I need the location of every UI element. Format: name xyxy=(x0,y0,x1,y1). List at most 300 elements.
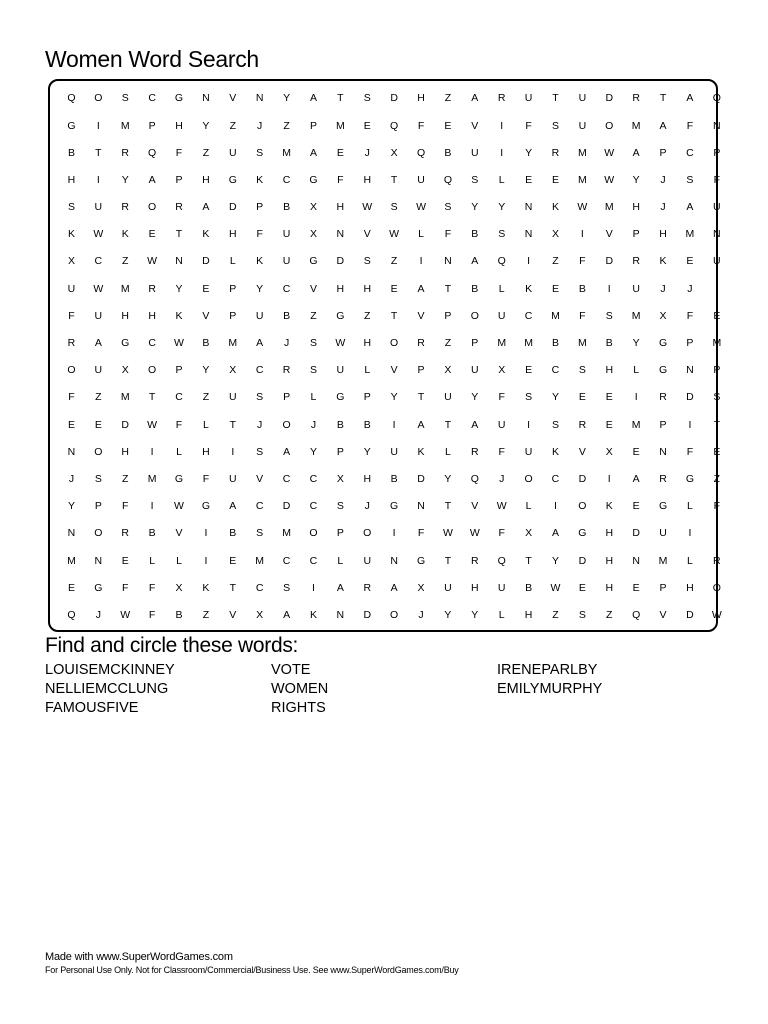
grid-letter[interactable]: Z xyxy=(364,309,371,322)
grid-letter[interactable]: Q xyxy=(390,119,399,132)
grid-letter[interactable]: Y xyxy=(283,92,291,105)
grid-letter[interactable]: E xyxy=(578,581,586,594)
grid-letter[interactable]: X xyxy=(67,255,75,268)
grid-letter[interactable]: V xyxy=(605,228,613,241)
grid-letter[interactable]: E xyxy=(121,554,129,567)
grid-letter[interactable]: U xyxy=(255,309,264,322)
grid-letter[interactable]: D xyxy=(121,418,130,431)
grid-letter[interactable]: V xyxy=(363,228,371,241)
grid-letter[interactable]: Z xyxy=(122,472,129,485)
grid-letter[interactable]: N xyxy=(659,445,667,458)
grid-letter[interactable]: F xyxy=(686,309,694,322)
grid-letter[interactable]: P xyxy=(256,201,264,214)
grid-letter[interactable]: U xyxy=(228,472,237,485)
grid-letter[interactable]: F xyxy=(175,146,183,159)
grid-letter[interactable]: O xyxy=(363,527,372,540)
grid-letter[interactable]: U xyxy=(524,92,533,105)
grid-letter[interactable]: J xyxy=(499,472,505,485)
grid-letter[interactable]: S xyxy=(713,391,721,404)
grid-letter[interactable]: U xyxy=(713,201,721,214)
grid-letter[interactable]: F xyxy=(68,309,75,322)
grid-letter[interactable]: D xyxy=(686,608,694,621)
grid-letter[interactable]: V xyxy=(471,500,479,513)
grid-letter[interactable]: W xyxy=(362,201,373,214)
grid-letter[interactable]: R xyxy=(713,554,721,567)
grid-letter[interactable]: T xyxy=(444,418,452,431)
grid-letter[interactable]: U xyxy=(497,581,506,594)
grid-letter[interactable]: U xyxy=(228,146,237,159)
grid-letter[interactable]: M xyxy=(577,337,587,350)
grid-letter[interactable]: D xyxy=(417,472,425,485)
grid-letter[interactable]: I xyxy=(607,282,611,295)
grid-letter[interactable]: H xyxy=(228,228,237,241)
grid-letter[interactable]: B xyxy=(578,282,586,295)
grid-letter[interactable]: V xyxy=(229,608,237,621)
grid-letter[interactable]: I xyxy=(150,445,154,458)
grid-letter[interactable]: W xyxy=(389,228,400,241)
grid-letter[interactable]: L xyxy=(525,500,532,513)
grid-letter[interactable]: M xyxy=(577,146,587,159)
grid-letter[interactable]: F xyxy=(498,445,505,458)
grid-letter[interactable]: X xyxy=(417,581,425,594)
grid-letter[interactable]: S xyxy=(256,146,264,159)
grid-letter[interactable]: I xyxy=(554,500,557,513)
grid-letter[interactable]: A xyxy=(551,527,559,540)
grid-letter[interactable]: D xyxy=(202,255,210,268)
grid-letter[interactable]: C xyxy=(148,92,156,105)
grid-letter[interactable]: S xyxy=(605,309,613,322)
grid-letter[interactable]: S xyxy=(256,527,264,540)
grid-letter[interactable]: I xyxy=(500,146,504,159)
grid-letter[interactable]: T xyxy=(175,228,183,241)
grid-letter[interactable]: H xyxy=(121,309,130,322)
grid-letter[interactable]: P xyxy=(229,282,237,295)
grid-letter[interactable]: Q xyxy=(497,554,506,567)
grid-letter[interactable]: H xyxy=(336,201,345,214)
grid-letter[interactable]: A xyxy=(229,500,237,513)
grid-letter[interactable]: F xyxy=(148,581,156,594)
grid-letter[interactable]: K xyxy=(202,228,210,241)
grid-letter[interactable]: S xyxy=(363,92,371,105)
grid-letter[interactable]: P xyxy=(283,391,291,404)
grid-letter[interactable]: M xyxy=(120,391,130,404)
grid-letter[interactable]: M xyxy=(631,119,641,132)
grid-letter[interactable]: T xyxy=(229,581,236,594)
grid-letter[interactable]: T xyxy=(713,418,721,431)
grid-letter[interactable]: J xyxy=(257,418,263,431)
grid-letter[interactable]: F xyxy=(713,500,721,513)
grid-letter[interactable]: D xyxy=(282,500,291,513)
grid-letter[interactable]: P xyxy=(444,309,452,322)
grid-letter[interactable]: R xyxy=(121,201,130,214)
grid-letter[interactable]: B xyxy=(336,418,344,431)
grid-letter[interactable]: N xyxy=(524,201,533,214)
grid-letter[interactable]: I xyxy=(607,472,611,485)
grid-letter[interactable]: V xyxy=(309,282,317,295)
grid-letter[interactable]: W xyxy=(147,255,158,268)
grid-letter[interactable]: Q xyxy=(148,146,157,159)
grid-letter[interactable]: A xyxy=(202,201,210,214)
grid-letter[interactable]: S xyxy=(121,92,129,105)
grid-letter[interactable]: C xyxy=(551,472,560,485)
grid-letter[interactable]: H xyxy=(363,173,372,186)
grid-letter[interactable]: Y xyxy=(551,391,559,404)
grid-letter[interactable]: E xyxy=(148,228,156,241)
grid-letter[interactable]: T xyxy=(525,554,532,567)
grid-letter[interactable]: Y xyxy=(363,445,371,458)
grid-letter[interactable]: A xyxy=(632,472,640,485)
grid-letter[interactable]: P xyxy=(336,445,344,458)
grid-letter[interactable]: A xyxy=(659,119,667,132)
grid-letter[interactable]: X xyxy=(659,309,667,322)
grid-letter[interactable]: R xyxy=(121,527,130,540)
grid-letter[interactable]: N xyxy=(632,554,640,567)
grid-letter[interactable]: M xyxy=(120,119,130,132)
grid-letter[interactable]: W xyxy=(147,418,158,431)
grid-letter[interactable]: L xyxy=(149,554,156,567)
grid-letter[interactable]: H xyxy=(121,445,130,458)
grid-letter[interactable]: U xyxy=(390,445,398,458)
grid-letter[interactable]: O xyxy=(94,445,103,458)
grid-letter[interactable]: K xyxy=(605,500,613,513)
grid-letter[interactable]: H xyxy=(363,282,372,295)
grid-letter[interactable]: N xyxy=(336,228,345,241)
grid-letter[interactable]: A xyxy=(390,581,398,594)
grid-letter[interactable]: I xyxy=(392,418,396,431)
grid-letter[interactable]: N xyxy=(202,92,210,105)
grid-letter[interactable]: B xyxy=(148,527,156,540)
grid-letter[interactable]: M xyxy=(228,337,238,350)
grid-letter[interactable]: D xyxy=(605,255,614,268)
grid-letter[interactable]: T xyxy=(229,418,236,431)
grid-letter[interactable]: T xyxy=(95,146,102,159)
grid-letter[interactable]: I xyxy=(715,527,719,540)
grid-letter[interactable]: A xyxy=(148,173,156,186)
grid-letter[interactable]: T xyxy=(444,500,452,513)
grid-letter[interactable]: I xyxy=(688,418,692,431)
grid-letter[interactable]: B xyxy=(229,527,237,540)
grid-letter[interactable]: C xyxy=(309,472,318,485)
grid-letter[interactable]: E xyxy=(632,581,640,594)
grid-letter[interactable]: R xyxy=(67,337,76,350)
grid-letter[interactable]: U xyxy=(578,119,587,132)
grid-letter[interactable]: E xyxy=(632,500,640,513)
grid-letter[interactable]: I xyxy=(527,255,531,268)
grid-letter[interactable]: R xyxy=(148,282,156,295)
grid-letter[interactable]: V xyxy=(578,445,586,458)
grid-letter[interactable]: L xyxy=(202,418,209,431)
grid-letter[interactable]: H xyxy=(659,228,667,241)
grid-letter[interactable]: V xyxy=(256,472,264,485)
grid-letter[interactable]: N xyxy=(524,228,533,241)
grid-letter[interactable]: E xyxy=(551,173,559,186)
grid-letter[interactable]: Q xyxy=(443,173,452,186)
grid-letter[interactable]: Y xyxy=(67,500,75,513)
grid-letter[interactable]: U xyxy=(524,445,533,458)
grid-letter[interactable]: E xyxy=(67,418,75,431)
grid-letter[interactable]: G xyxy=(309,255,318,268)
grid-letter[interactable]: N xyxy=(175,255,183,268)
grid-letter[interactable]: X xyxy=(551,228,559,241)
grid-letter[interactable]: E xyxy=(686,255,694,268)
grid-letter[interactable]: S xyxy=(256,445,264,458)
grid-letter[interactable]: O xyxy=(470,309,479,322)
grid-letter[interactable]: R xyxy=(471,445,479,458)
grid-letter[interactable]: O xyxy=(94,92,103,105)
grid-letter[interactable]: G xyxy=(658,500,668,513)
grid-letter[interactable]: P xyxy=(471,337,479,350)
grid-letter[interactable]: V xyxy=(659,608,667,621)
grid-letter[interactable]: F xyxy=(686,445,694,458)
grid-letter[interactable]: C xyxy=(551,364,560,377)
grid-letter[interactable]: P xyxy=(417,364,425,377)
grid-letter[interactable]: M xyxy=(631,309,641,322)
grid-letter[interactable]: Z xyxy=(390,255,398,268)
grid-letter[interactable]: M xyxy=(712,337,722,350)
grid-letter[interactable]: O xyxy=(712,581,721,594)
grid-letter[interactable]: Y xyxy=(632,337,640,350)
grid-letter[interactable]: E xyxy=(713,309,721,322)
grid-letter[interactable]: R xyxy=(659,391,667,404)
grid-letter[interactable]: G xyxy=(336,391,345,404)
grid-letter[interactable]: I xyxy=(150,500,154,513)
grid-letter[interactable]: D xyxy=(578,554,587,567)
grid-letter[interactable]: Z xyxy=(202,391,210,404)
grid-letter[interactable]: Z xyxy=(606,608,613,621)
grid-letter[interactable]: D xyxy=(390,92,398,105)
grid-letter[interactable]: B xyxy=(444,146,452,159)
grid-letter[interactable]: Q xyxy=(632,608,641,621)
grid-letter[interactable]: K xyxy=(309,608,317,621)
grid-letter[interactable]: E xyxy=(525,364,533,377)
grid-letter[interactable]: B xyxy=(471,282,479,295)
grid-letter[interactable]: W xyxy=(604,146,615,159)
grid-letter[interactable]: U xyxy=(94,309,103,322)
grid-letter[interactable]: C xyxy=(309,554,318,567)
grid-letter[interactable]: P xyxy=(229,309,237,322)
grid-letter[interactable]: Y xyxy=(551,554,559,567)
grid-letter[interactable]: M xyxy=(685,228,695,241)
grid-letter[interactable]: S xyxy=(256,391,264,404)
grid-letter[interactable]: R xyxy=(471,554,479,567)
grid-letter[interactable]: G xyxy=(67,119,76,132)
grid-letter[interactable]: N xyxy=(336,608,345,621)
grid-letter[interactable]: S xyxy=(283,581,291,594)
grid-letter[interactable]: H xyxy=(605,364,614,377)
grid-letter[interactable]: A xyxy=(283,608,291,621)
grid-letter[interactable]: Z xyxy=(713,472,721,485)
grid-letter[interactable]: F xyxy=(498,527,505,540)
grid-letter[interactable]: T xyxy=(552,92,559,105)
grid-letter[interactable]: H xyxy=(67,173,76,186)
grid-letter[interactable]: Z xyxy=(444,92,452,105)
grid-letter[interactable]: N xyxy=(713,228,721,241)
grid-letter[interactable]: K xyxy=(121,228,129,241)
grid-letter[interactable]: R xyxy=(121,146,130,159)
grid-letter[interactable]: E xyxy=(578,391,586,404)
grid-letter[interactable]: X xyxy=(309,228,317,241)
grid-letter[interactable]: K xyxy=(417,445,425,458)
grid-letter[interactable]: S xyxy=(578,608,586,621)
grid-letter[interactable]: O xyxy=(67,364,76,377)
grid-letter[interactable]: C xyxy=(282,554,291,567)
grid-letter[interactable]: S xyxy=(498,228,506,241)
grid-letter[interactable]: X xyxy=(309,201,317,214)
grid-letter[interactable]: F xyxy=(686,119,694,132)
grid-letter[interactable]: K xyxy=(551,201,559,214)
grid-letter[interactable]: F xyxy=(713,173,721,186)
grid-letter[interactable]: E xyxy=(390,282,398,295)
grid-letter[interactable]: U xyxy=(228,391,237,404)
grid-letter[interactable]: P xyxy=(659,146,667,159)
grid-letter[interactable]: J xyxy=(687,282,693,295)
grid-letter[interactable]: T xyxy=(390,309,398,322)
grid-letter[interactable]: A xyxy=(686,201,694,214)
grid-letter[interactable]: I xyxy=(500,119,504,132)
grid-letter[interactable]: M xyxy=(255,554,265,567)
grid-letter[interactable]: A xyxy=(283,445,291,458)
grid-letter[interactable]: C xyxy=(148,337,156,350)
grid-letter[interactable]: H xyxy=(686,581,694,594)
grid-letter[interactable]: F xyxy=(337,173,344,186)
grid-letter[interactable]: I xyxy=(96,173,100,186)
grid-letter[interactable]: W xyxy=(496,500,507,513)
grid-letter[interactable]: V xyxy=(202,309,210,322)
grid-letter[interactable]: V xyxy=(390,364,398,377)
grid-letter[interactable]: W xyxy=(335,337,346,350)
grid-letter[interactable]: L xyxy=(687,554,693,567)
grid-letter[interactable]: U xyxy=(282,228,291,241)
grid-letter[interactable]: M xyxy=(658,554,668,567)
grid-letter[interactable]: U xyxy=(94,364,103,377)
grid-letter[interactable]: L xyxy=(633,364,640,377)
grid-letter[interactable]: X xyxy=(498,364,506,377)
grid-letter[interactable]: F xyxy=(68,391,75,404)
grid-letter[interactable]: E xyxy=(336,146,344,159)
grid-letter[interactable]: P xyxy=(175,173,183,186)
grid-letter[interactable]: C xyxy=(282,282,291,295)
grid-letter[interactable]: H xyxy=(632,201,640,214)
grid-letter[interactable]: H xyxy=(148,309,156,322)
grid-letter[interactable]: N xyxy=(444,255,452,268)
grid-letter[interactable]: X xyxy=(444,364,452,377)
grid-letter[interactable]: Y xyxy=(390,391,398,404)
grid-letter[interactable]: X xyxy=(175,581,183,594)
grid-letter[interactable]: J xyxy=(364,146,370,159)
grid-letter[interactable]: Z xyxy=(552,608,559,621)
grid-letter[interactable]: H xyxy=(336,282,345,295)
grid-letter[interactable]: E xyxy=(713,445,721,458)
grid-letter[interactable]: X xyxy=(390,146,398,159)
grid-letter[interactable]: M xyxy=(282,146,291,159)
grid-letter[interactable]: H xyxy=(363,337,372,350)
grid-letter[interactable]: R xyxy=(282,364,291,377)
grid-letter[interactable]: P xyxy=(713,364,721,377)
grid-letter[interactable]: J xyxy=(364,500,370,513)
grid-letter[interactable]: U xyxy=(659,527,667,540)
grid-letter[interactable]: U xyxy=(94,201,103,214)
grid-letter[interactable]: X xyxy=(256,608,264,621)
grid-letter[interactable]: H xyxy=(605,581,614,594)
grid-letter[interactable]: H xyxy=(524,608,533,621)
grid-letter[interactable]: J xyxy=(95,608,101,621)
grid-letter[interactable]: O xyxy=(524,472,533,485)
grid-letter[interactable]: B xyxy=(390,472,398,485)
grid-letter[interactable]: Y xyxy=(309,445,317,458)
grid-letter[interactable]: B xyxy=(175,608,183,621)
grid-letter[interactable]: G xyxy=(201,500,210,513)
grid-letter[interactable]: O xyxy=(309,527,318,540)
grid-letter[interactable]: B xyxy=(283,309,291,322)
grid-letter[interactable]: U xyxy=(471,146,479,159)
grid-letter[interactable]: M xyxy=(147,472,157,485)
grid-letter[interactable]: R xyxy=(632,255,640,268)
grid-letter[interactable]: M xyxy=(335,119,345,132)
grid-letter[interactable]: C xyxy=(255,364,264,377)
grid-letter[interactable]: T xyxy=(148,391,156,404)
grid-letter[interactable]: E xyxy=(632,445,640,458)
grid-letter[interactable]: A xyxy=(471,418,479,431)
grid-letter[interactable]: G xyxy=(121,337,130,350)
grid-letter[interactable]: W xyxy=(416,201,426,214)
grid-letter[interactable]: D xyxy=(605,92,614,105)
grid-letter[interactable]: P xyxy=(686,337,694,350)
grid-letter[interactable]: Z xyxy=(444,337,452,350)
grid-letter[interactable]: K xyxy=(525,282,533,295)
grid-letter[interactable]: D xyxy=(363,608,372,621)
grid-letter[interactable]: V xyxy=(175,527,183,540)
grid-letter[interactable]: R xyxy=(175,201,183,214)
grid-letter[interactable]: G xyxy=(685,472,695,485)
grid-letter[interactable]: X xyxy=(336,472,344,485)
grid-letter[interactable]: A xyxy=(686,92,694,105)
grid-letter[interactable]: E xyxy=(444,119,452,132)
grid-letter[interactable]: B xyxy=(202,337,210,350)
grid-letter[interactable]: L xyxy=(364,364,371,377)
grid-letter[interactable]: R xyxy=(497,92,506,105)
grid-letter[interactable]: A xyxy=(417,282,425,295)
grid-letter[interactable]: K xyxy=(202,581,210,594)
grid-letter[interactable]: B xyxy=(471,228,479,241)
grid-letter[interactable]: I xyxy=(715,282,719,295)
grid-letter[interactable]: M xyxy=(551,309,560,322)
grid-letter[interactable]: R xyxy=(363,581,372,594)
grid-letter[interactable]: A xyxy=(471,255,479,268)
grid-letter[interactable]: Y xyxy=(202,364,210,377)
grid-letter[interactable]: F xyxy=(579,255,586,268)
grid-letter[interactable]: Y xyxy=(525,146,533,159)
grid-letter[interactable]: O xyxy=(578,500,587,513)
grid-letter[interactable]: S xyxy=(390,201,398,214)
grid-letter[interactable]: Z xyxy=(310,309,317,322)
grid-letter[interactable]: E xyxy=(94,418,102,431)
grid-letter[interactable]: E xyxy=(229,554,237,567)
grid-letter[interactable]: F xyxy=(122,500,129,513)
grid-letter[interactable]: E xyxy=(551,282,559,295)
grid-letter[interactable]: J xyxy=(660,173,666,186)
grid-letter[interactable]: O xyxy=(390,337,399,350)
grid-letter[interactable]: K xyxy=(659,255,667,268)
grid-letter[interactable]: P xyxy=(363,391,371,404)
grid-letter[interactable]: C xyxy=(175,391,183,404)
grid-letter[interactable]: C xyxy=(524,309,533,322)
grid-letter[interactable]: R xyxy=(417,337,425,350)
grid-letter[interactable]: W xyxy=(604,173,615,186)
grid-letter[interactable]: S xyxy=(309,337,317,350)
grid-letter[interactable]: C xyxy=(282,472,291,485)
grid-letter[interactable]: U xyxy=(444,581,452,594)
grid-letter[interactable]: I xyxy=(231,445,235,458)
